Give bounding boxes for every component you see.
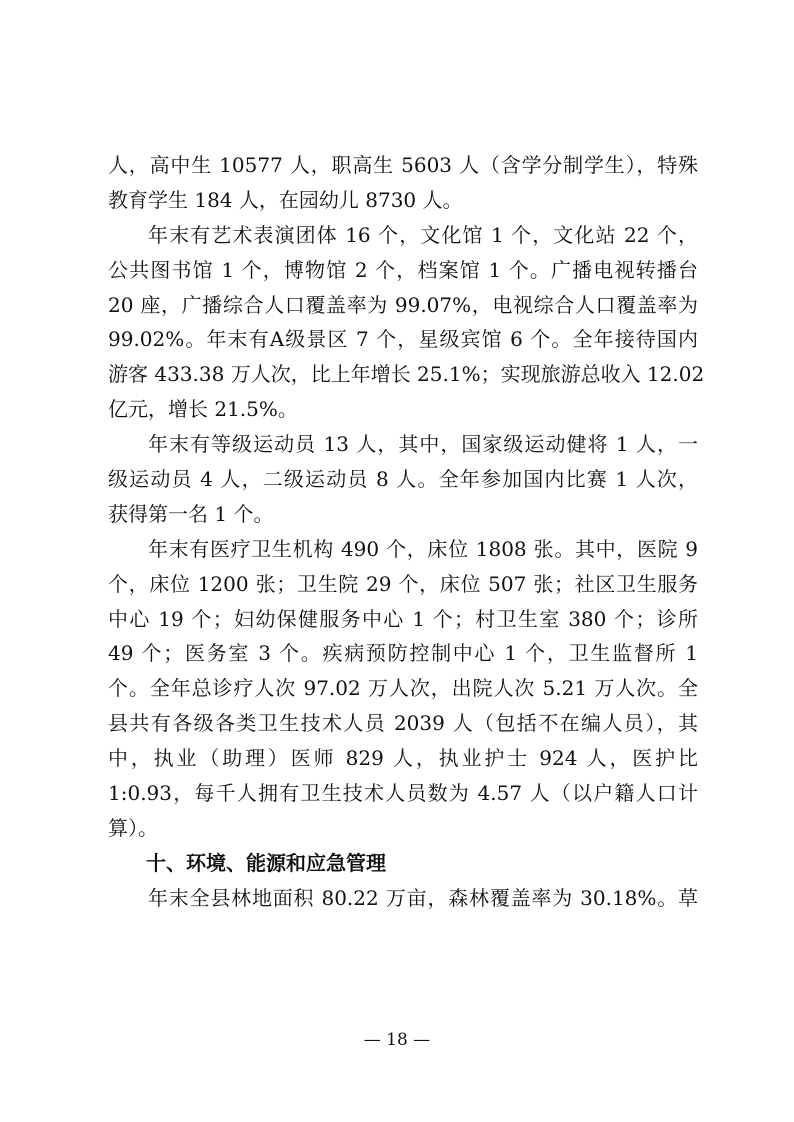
text-line: 亿元，增长 21.5%。 xyxy=(108,397,298,422)
text-line: 中，执业（助理）医师 829 人，执业护士 924 人，医护比 xyxy=(108,746,698,771)
text-line: 获得第一名 1 个。 xyxy=(108,501,274,526)
text-line: 游客 433.38 万人次，比上年增长 25.1%；实现旅游总收入 12.02 xyxy=(108,362,705,387)
body-text xyxy=(108,148,705,916)
page-number: — 18 — xyxy=(363,1030,431,1050)
text-line: 级运动员 4 人，二级运动员 8 人。全年参加国内比赛 1 人次， xyxy=(108,467,698,492)
text-line: 公共图书馆 1 个，博物馆 2 个，档案馆 1 个。广播电视转播台 xyxy=(108,257,698,282)
paragraph-health-start: 年末有医疗卫生机构 490 个，床位 1808 张。其中，医院 9 xyxy=(148,536,698,561)
text-line: 1:0.93，每千人拥有卫生技术人员数为 4.57 人（以户籍人口计 xyxy=(108,781,698,806)
text-line: 20 座，广播综合人口覆盖率为 99.07%，电视综合人口覆盖率为 xyxy=(108,292,698,317)
paragraph-environment-start: 年末全县林地面积 80.22 万亩，森林覆盖率为 30.18%。草 xyxy=(148,885,698,910)
paragraph-culture-start: 年末有艺术表演团体 16 个，文化馆 1 个，文化站 22 个， xyxy=(148,222,698,247)
text-line: 教育学生 184 人，在园幼儿 8730 人。 xyxy=(108,187,463,212)
text-line: 49 个；医务室 3 个。疾病预防控制中心 1 个，卫生监督所 1 xyxy=(108,641,698,666)
text-line: 人，高中生 10577 人，职高生 5603 人（含学分制学生），特殊 xyxy=(108,153,698,177)
text-line: 个，床位 1200 张；卫生院 29 个，床位 507 张；社区卫生服务 xyxy=(108,571,698,596)
text-line: 中心 19 个；妇幼保健服务中心 1 个；村卫生室 380 个；诊所 xyxy=(108,606,698,631)
text-line: 99.02%。年末有A级景区 7 个，星级宾馆 6 个。全年接待国内 xyxy=(108,327,698,352)
text-line: 县共有各级各类卫生技术人员 2039 人（包括不在编人员），其 xyxy=(108,711,698,736)
paragraph-sports-start: 年末有等级运动员 13 人，其中，国家级运动健将 1 人，一 xyxy=(148,432,698,457)
text-line: 个。全年总诊疗人次 97.02 万人次，出院人次 5.21 万人次。全 xyxy=(108,676,698,701)
section-heading: 十、环境、能源和应急管理 xyxy=(146,850,386,875)
text-line: 算）。 xyxy=(108,815,158,840)
